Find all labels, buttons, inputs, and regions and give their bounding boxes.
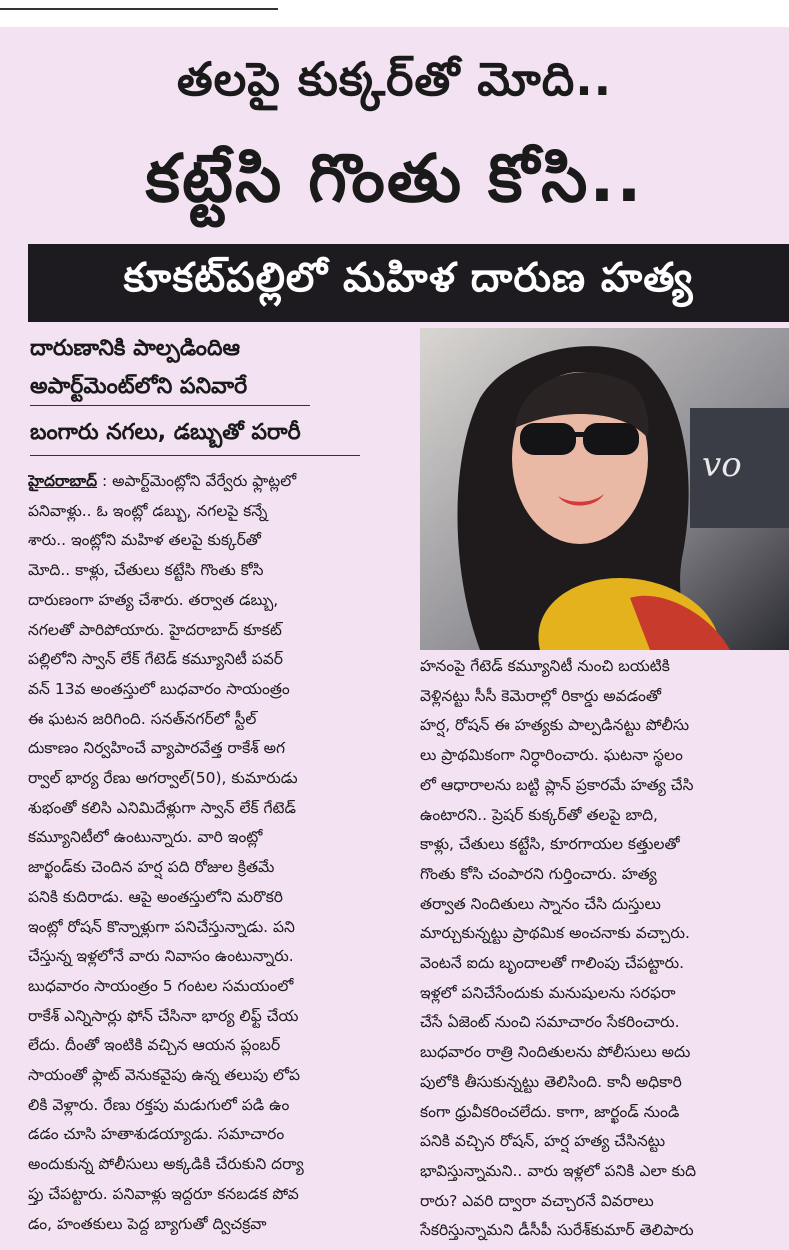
article-line: వెళ్లినట్టు సీసీ కెమెరాల్లో రికార్డు అవడంతో [420,686,661,705]
article-line: హర్ష, రోషన్ ఈ హత్యకు పాల్పడినట్టు పోలీసు [420,716,690,735]
headline-line-1: తలపై కుక్కర్‌తో మోది.. [176,52,613,106]
article-line: బుధవారం సాయంత్రం 5 గంటల సమయంలో [28,976,294,995]
article-line: ఇంట్లో రోషన్ కొన్నాళ్లుగా పనిచేస్తున్నాడు. పని [28,917,295,936]
article-column-left [28,467,406,1239]
article-line: ఇళ్లలో పనిచేసేందుకు మనుషులను సరఫరా [420,983,676,1002]
article-line: జార్ఖండ్‌కు చెందిన హర్ష పది రోజుల క్రితమే [28,858,275,877]
article-line: చేస్తున్న ఇళ్లలోనే వారు నివాసం ఉంటున్నారు. [28,947,294,966]
article-column-right [420,652,789,1246]
article-line: హనంపై గేటెడ్ కమ్యూనిటీ నుంచి బయటికి [420,657,670,675]
svg-text:vo: vo [702,445,742,485]
article-line: డం, హంతకులు పెద్ద బ్యాగుతో ద్విచక్రవా [28,1214,267,1233]
article-line: నగలతో పారిపోయారు. హైదరాబాద్ కూకట్ [28,620,282,639]
article-line: పనికి కుదిరాడు. ఆపై అంతస్తులోని మరొకరి [28,887,283,906]
article-line: సేకరిస్తున్నామని డీసీపీ సురేశ్‌కుమార్ తెలిపారు [420,1221,694,1240]
article-line: వన్ 13వ అంతస్తులో బుధవారం సాయంత్రం [28,679,290,698]
article-line: లేదు. దీంతో ఇంటికి వచ్చిన ఆయన ప్లంబర్ [28,1036,281,1055]
article-line: లు ప్రాథమికంగా నిర్ధారించారు. ఘటనా స్థలం [420,746,683,765]
article-line: లో ఆధారాలను బట్టి ప్లాన్ ప్రకారమే హత్య చేసి [420,775,694,794]
article-line: చేసే ఏజెంట్ నుంచి సమాచారం సేకరించారు. [420,1013,680,1032]
article-line: దుకాణం నిర్వహించే వ్యాపారవేత్త రాకేశ్ అగ [28,739,286,758]
article-line: రాకేశ్ ఎన్నిసార్లు ఫోన్ చేసినా భార్య లిఫ్ట్ చేయ [28,1006,299,1025]
subhead-rule [30,455,360,456]
article-line: పనివాళ్లు.. ఓ ఇంట్లో డబ్బు, నగలపై కన్నే [28,501,268,520]
subhead-3: బంగారు నగలు, డబ్బుతో పరారీ [30,420,301,445]
article-line: పనికి వచ్చిన రోషన్, హర్ష హత్య చేసినట్టు [420,1132,666,1151]
article-line: తర్వాత నిందితులు స్నానం చేసి దుస్తులు [420,894,661,913]
article-line: ఈ ఘటన జరిగింది. సనత్‌నగర్‌లో స్టీల్ [28,709,257,728]
article-line: భావిస్తున్నామని.. వారు ఇళ్లలో పనికి ఎలా కుది [420,1161,697,1180]
article-line: పల్లిలోని స్వాన్ లేక్ గేటెడ్ కమ్యూనిటీ పవర్ [28,650,283,669]
article-line: మార్చుకున్నట్టు ప్రాథమిక అంచనాకు వచ్చారు. [420,924,690,943]
headline-line-2: కట్టేసి గొంతు కోసి.. [145,140,644,217]
article-line: శుభంతో కలిసి ఎనిమిదేళ్లుగా స్వాన్ లేక్ గేటెడ్ [28,798,296,817]
subhead-1: దారుణానికి పాల్పడిందిఆ [30,336,241,361]
subhead-rule [30,405,310,406]
article-line: హైదరాబాద్ : అపార్ట్‌మెంట్లోని వేర్వేరు ఫ్లాట్లలో [28,472,297,490]
article-line: కాళ్లు, చేతులు కట్టేసి, కూరగాయల కత్తులతో [420,835,680,854]
article-line: దారుణంగా హత్య చేశారు. తర్వాత డబ్బు, [28,590,279,609]
top-rule [0,8,278,10]
article-line: రారు? ఎవరి ద్వారా వచ్చారనే వివరాలు [420,1191,654,1210]
article-line: కంగా ధ్రువీకరించలేదు. కాగా, జార్ఖండ్ నుండి [420,1102,680,1121]
subhead-2: అపార్ట్‌మెంట్‌లోని పనివారే [30,374,248,399]
article-line: ర్వాల్ భార్య రేణు అగర్వాల్(50), కుమారుడు [28,769,298,788]
article-line: వెంటనే ఐదు బృందాలతో గాలింపు చేపట్టారు. [420,954,685,973]
headline-banner [28,244,789,322]
article-line: డడం చూసి హతాశుడయ్యాడు. సమాచారం [28,1125,285,1144]
article-line: మోది.. కాళ్లు, చేతులు కట్టేసి గొంతు కోసి [28,561,264,580]
article-line: లికి వెళ్లారు. రేణు రక్తపు మడుగులో పడి ఉం [28,1095,290,1114]
article-line: పులోకి తీసుకున్నట్టు తెలిసింది. కానీ అధికారి [420,1072,682,1091]
victim-photo [420,328,789,650]
article-line: అందుకున్న పోలీసులు అక్కడికి చేరుకుని దర్యా [28,1155,304,1174]
article-line: ప్తు చేపట్టారు. పనివాళ్లు ఇద్దరూ కనబడక పోవ [28,1184,299,1203]
article-line: సాయంతో ఫ్లాట్ వెనుకవైపు ఉన్న తలుపు లోప [28,1066,301,1085]
portrait-illustration [420,328,789,650]
article-line: గొంతు కోసి చంపారని గుర్తించారు. హత్య [420,864,657,883]
banner-text: కూకట్‌పల్లిలో మహిళ దారుణ హత్య [123,255,694,301]
article-line: బుధవారం రాత్రి నిందితులను పోలీసులు అదు [420,1043,691,1062]
article-line: శారు.. ఇంట్లోని మహిళ తలపై కుక్కర్‌తో [28,531,261,550]
article-line: ఉంటారని.. ప్రెషర్ కుక్కర్‌తో తలపై బాది, [420,805,658,824]
dateline: హైదరాబాద్ [28,472,98,490]
article-line: కమ్యూనిటీలో ఉంటున్నారు. వారి ఇంట్లో [28,828,263,847]
